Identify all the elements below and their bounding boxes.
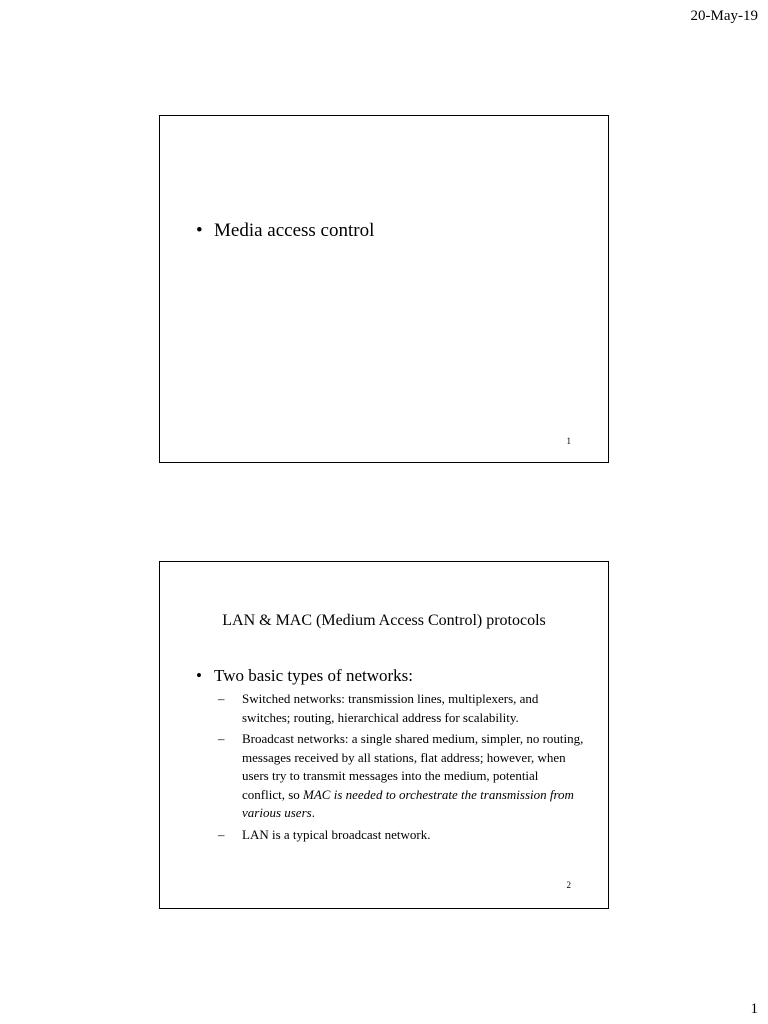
sub-item-text: Broadcast networks: a single shared medium, simpler, no routing, messages received by all stations, flat address; however, when users try to transmit messages into the medium, potential conflict, so: [242, 731, 584, 802]
main-bullet: [196, 666, 576, 686]
slide-number: 1: [566, 436, 571, 446]
slide-2: [159, 561, 609, 909]
sub-item-suffix: .: [311, 805, 315, 820]
bullet-icon: •: [196, 220, 203, 241]
page-number: 1: [750, 1001, 758, 1017]
slide-1-bullet: [196, 220, 374, 242]
bullet-icon: •: [196, 666, 202, 685]
dash-icon: –: [218, 731, 225, 746]
dash-icon: –: [218, 826, 225, 842]
slide-number: 2: [566, 880, 571, 890]
page-date: 20-May-19: [690, 8, 758, 24]
sub-item-emphasis: MAC is needed to orchestrate the transmission from various users: [242, 786, 574, 820]
sub-item-text: Switched networks: transmission lines, multiplexers, and switches; routing, hierarchical address for scalability.: [242, 691, 539, 725]
slide-1: [159, 115, 609, 463]
sub-item: [218, 730, 584, 823]
dash-icon: –: [218, 691, 225, 706]
slide-2-list: [196, 666, 584, 847]
slide-1-bullet-text: Media access control: [214, 220, 375, 241]
main-bullet-text: Two basic types of networks:: [214, 666, 413, 685]
slide-title: LAN & MAC (Medium Access Control) protocols: [222, 612, 546, 629]
sub-item-text: LAN is a typical broadcast network.: [242, 826, 431, 842]
sub-item: [218, 690, 584, 727]
sub-item: [218, 826, 584, 845]
